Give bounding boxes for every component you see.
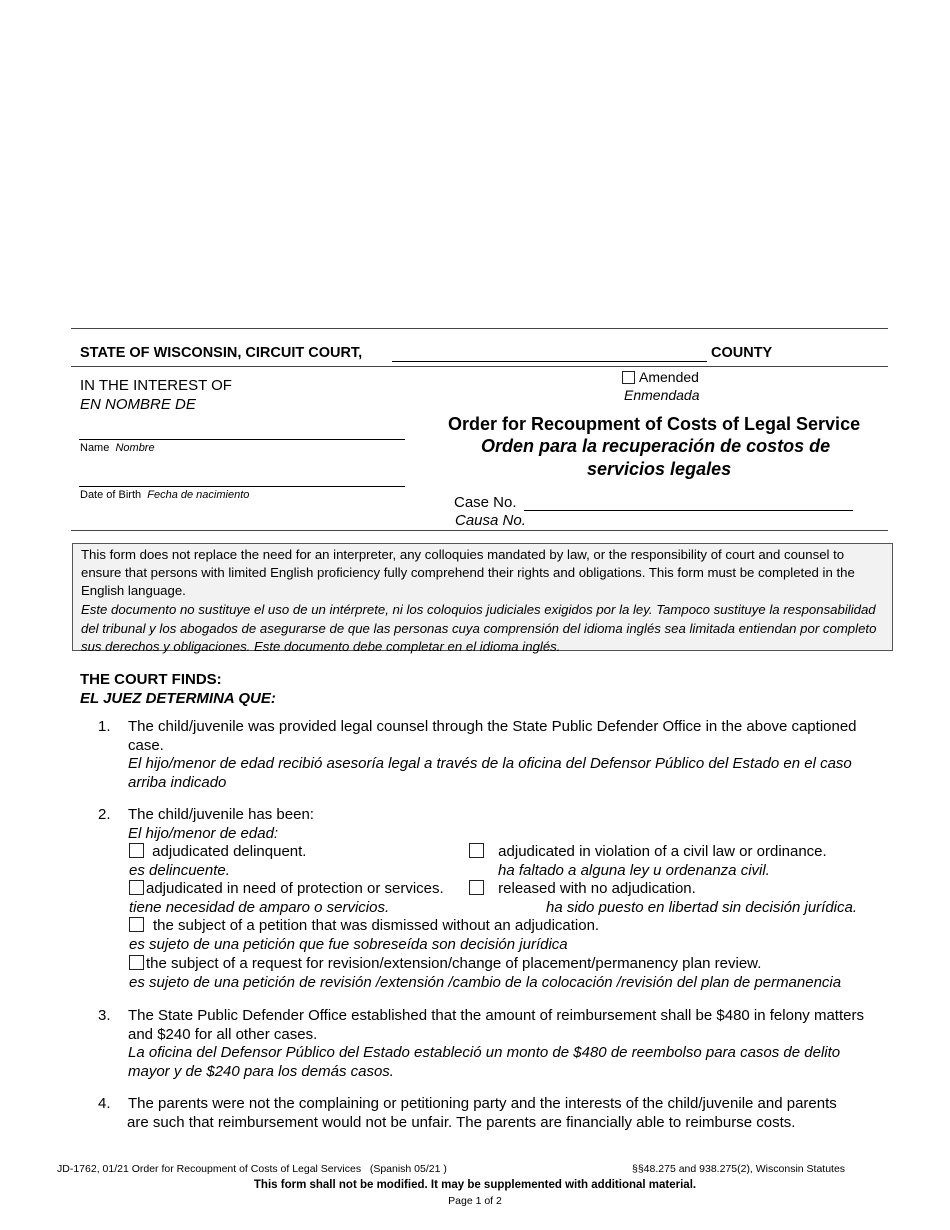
court-label: STATE OF WISCONSIN, CIRCUIT COURT, xyxy=(80,345,363,361)
revision-label-es: es sujeto de una petición de revisión /extensión /cambio de la colocación /revisión del plan de permanencia xyxy=(129,974,842,991)
dismissed-label: the subject of a petition that was dismissed without an adjudication. xyxy=(153,917,600,934)
caption-bottom-rule xyxy=(71,530,888,531)
item3-text-line2: and $240 for all other cases. xyxy=(128,1026,318,1043)
item1-text-line2: case. xyxy=(128,737,164,754)
option-dismissed[interactable] xyxy=(129,917,599,934)
case-number-label: Case No. xyxy=(454,494,517,511)
form-title-es-line2: servicios legales xyxy=(587,459,732,479)
released-label-es: ha sido puesto en libertad sin decisión jurídica. xyxy=(546,899,858,916)
header-top-rule xyxy=(71,328,888,329)
item1-text-es-line1: El hijo/menor de edad recibió asesoría legal a través de la oficina del Defensor Público del Estado en el caso xyxy=(128,755,852,772)
item1-text-line1: The child/juvenile was provided legal counsel through the State Public Defender Office in the above captioned xyxy=(128,718,857,735)
dismissed-label-es: es sujeto de una petición que fue sobreseída son decisión jurídica xyxy=(129,936,568,953)
item2-text-es: El hijo/menor de edad: xyxy=(128,825,279,842)
item4-text-line1: The parents were not the complaining or petitioning party and the interests of the child/juvenile and parents xyxy=(128,1095,837,1112)
findings-heading-es: EL JUEZ DETERMINA QUE: xyxy=(80,690,276,707)
interest-label-es: EN NOMBRE DE xyxy=(80,396,196,413)
revision-label: the subject of a request for revision/extension/change of placement/permanency plan review. xyxy=(146,955,762,972)
amended-option[interactable] xyxy=(622,369,699,385)
dob-label-en: Date of Birth xyxy=(80,489,142,501)
item3-text-line1: The State Public Defender Office established that the amount of reimbursement shall be $480 in felony matters xyxy=(128,1007,864,1024)
dob-label-es: Fecha de nacimiento xyxy=(147,489,250,501)
case-number-label-es: Causa No. xyxy=(455,512,526,529)
name-label xyxy=(80,442,155,454)
civil-violation-label: adjudicated in violation of a civil law or ordinance. xyxy=(498,843,827,860)
protection-label: adjudicated in need of protection or services. xyxy=(146,880,444,897)
county-field[interactable] xyxy=(392,361,707,362)
case-number-field[interactable] xyxy=(524,510,853,511)
dob-label xyxy=(80,489,249,501)
item1-text-es-line2: arriba indicado xyxy=(128,774,227,791)
footer-statutes: §§48.275 and 938.275(2), Wisconsin Statutes xyxy=(632,1163,846,1175)
name-field[interactable] xyxy=(79,439,405,440)
notice-text-es: Este documento no sustituye el uso de un intérprete, ni los coloquios judiciales exigidos por la ley. Tampoco sustituye la responsabilidad del tribunal y los abogados de asegurarse de que las personas cuya comprensión del idioma inglés sea limitada entiendan por completo sus derechos y obligaciones. Este documento debe completar en el idioma inglés. xyxy=(81,602,877,654)
amended-label-es: Enmendada xyxy=(624,387,700,403)
form-title: Order for Recoupment of Costs of Legal Service xyxy=(448,414,861,434)
protection-label-es: tiene necesidad de amparo o servicios. xyxy=(129,899,390,916)
option-protection[interactable] xyxy=(129,880,444,897)
item3-text-es-line2: mayor y de $240 para los demás casos. xyxy=(128,1063,394,1080)
option-released[interactable] xyxy=(469,880,696,897)
footer-notice: This form shall not be modified. It may be supplemented with additional material. xyxy=(253,1179,697,1191)
form-title-es-line1: Orden para la recuperación de costos de xyxy=(481,436,831,456)
item2-number: 2. xyxy=(98,806,111,823)
footer-page-number: Page 1 of 2 xyxy=(448,1195,502,1207)
item3-number: 3. xyxy=(98,1007,111,1024)
delinquent-label: adjudicated delinquent. xyxy=(152,843,307,860)
released-label: released with no adjudication. xyxy=(498,880,696,897)
option-civil-violation[interactable] xyxy=(469,843,827,860)
civil-violation-checkbox[interactable] xyxy=(469,843,484,858)
amended-label: Amended xyxy=(639,369,699,385)
language-notice xyxy=(72,543,893,654)
name-label-en: Name xyxy=(80,442,110,454)
dob-field[interactable] xyxy=(79,486,405,487)
released-checkbox[interactable] xyxy=(469,880,484,895)
name-label-es: Nombre xyxy=(115,442,155,454)
revision-checkbox[interactable] xyxy=(129,955,144,970)
findings-heading: THE COURT FINDS: xyxy=(80,671,222,688)
delinquent-checkbox[interactable] xyxy=(129,843,144,858)
interest-label: IN THE INTEREST OF xyxy=(80,377,232,394)
county-label: COUNTY xyxy=(711,345,773,361)
item2-text: The child/juvenile has been: xyxy=(128,806,314,823)
header-second-rule xyxy=(71,366,888,367)
protection-checkbox[interactable] xyxy=(129,880,144,895)
civil-violation-label-es: ha faltado a alguna ley u ordenanza civil. xyxy=(498,862,770,879)
delinquent-label-es: es delincuente. xyxy=(129,862,230,879)
item4-number: 4. xyxy=(98,1095,111,1112)
item3-text-es-line1: La oficina del Defensor Público del Estado estableció un monto de $480 de reembolso para casos de delito xyxy=(128,1044,841,1061)
item1-number: 1. xyxy=(98,718,111,735)
option-revision[interactable] xyxy=(129,955,761,972)
dismissed-checkbox[interactable] xyxy=(129,917,144,932)
amended-checkbox[interactable] xyxy=(622,371,635,384)
footer-form-id: JD-1762, 01/21 Order for Recoupment of Costs of Legal Services (Spanish 05/21 ) xyxy=(57,1163,447,1175)
item4-text-line2: are such that reimbursement would not be unfair. The parents are financially able to reimburse costs. xyxy=(127,1114,796,1131)
option-delinquent[interactable] xyxy=(129,843,306,860)
notice-text-en: This form does not replace the need for an interpreter, any colloquies mandated by law, or the responsibility of court and counsel to ensure that persons with limited English proficiency fully comprehend their rights and obligations. This form must be completed in the English language. xyxy=(81,547,855,598)
